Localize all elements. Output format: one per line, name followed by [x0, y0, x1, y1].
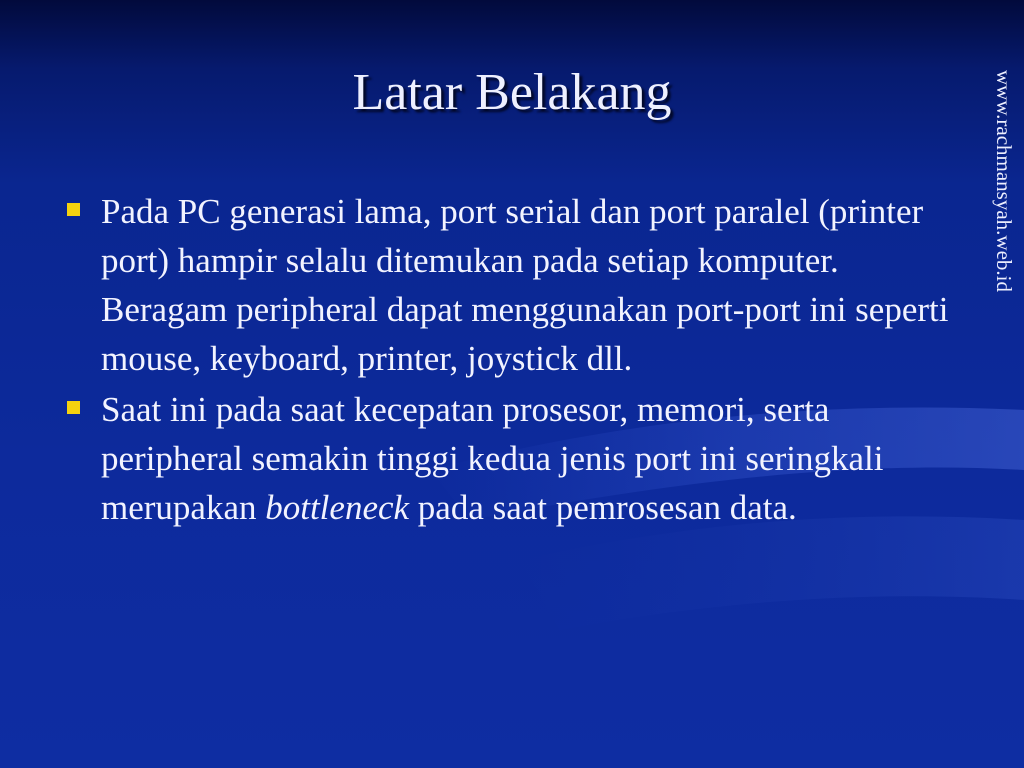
- bullet-text-italic: bottleneck: [265, 488, 410, 527]
- bullet-text: Pada PC generasi lama, port serial dan port paralel (printer port) hampir selalu ditemukan pada setiap komputer. Beragam peripheral dapat menggunakan port-port ini seperti mouse, keyboard, printer, joystick dll.: [101, 192, 949, 378]
- watermark-url: www.rachmansyah.web.id: [992, 70, 1016, 292]
- bullet-item: [58, 385, 963, 532]
- bullet-text-end: pada saat pemrosesan data.: [409, 488, 797, 527]
- bullet-list: [58, 187, 963, 534]
- slide-title: Latar Belakang: [352, 64, 672, 121]
- square-bullet-icon: [67, 401, 80, 414]
- bullet-item: [58, 187, 963, 383]
- bullet-text-start: Saat ini pada saat kecepatan prosesor, memori, serta peripheral semakin tinggi kedua jenis port ini seringkali merupakan: [101, 390, 884, 527]
- square-bullet-icon: [67, 203, 80, 216]
